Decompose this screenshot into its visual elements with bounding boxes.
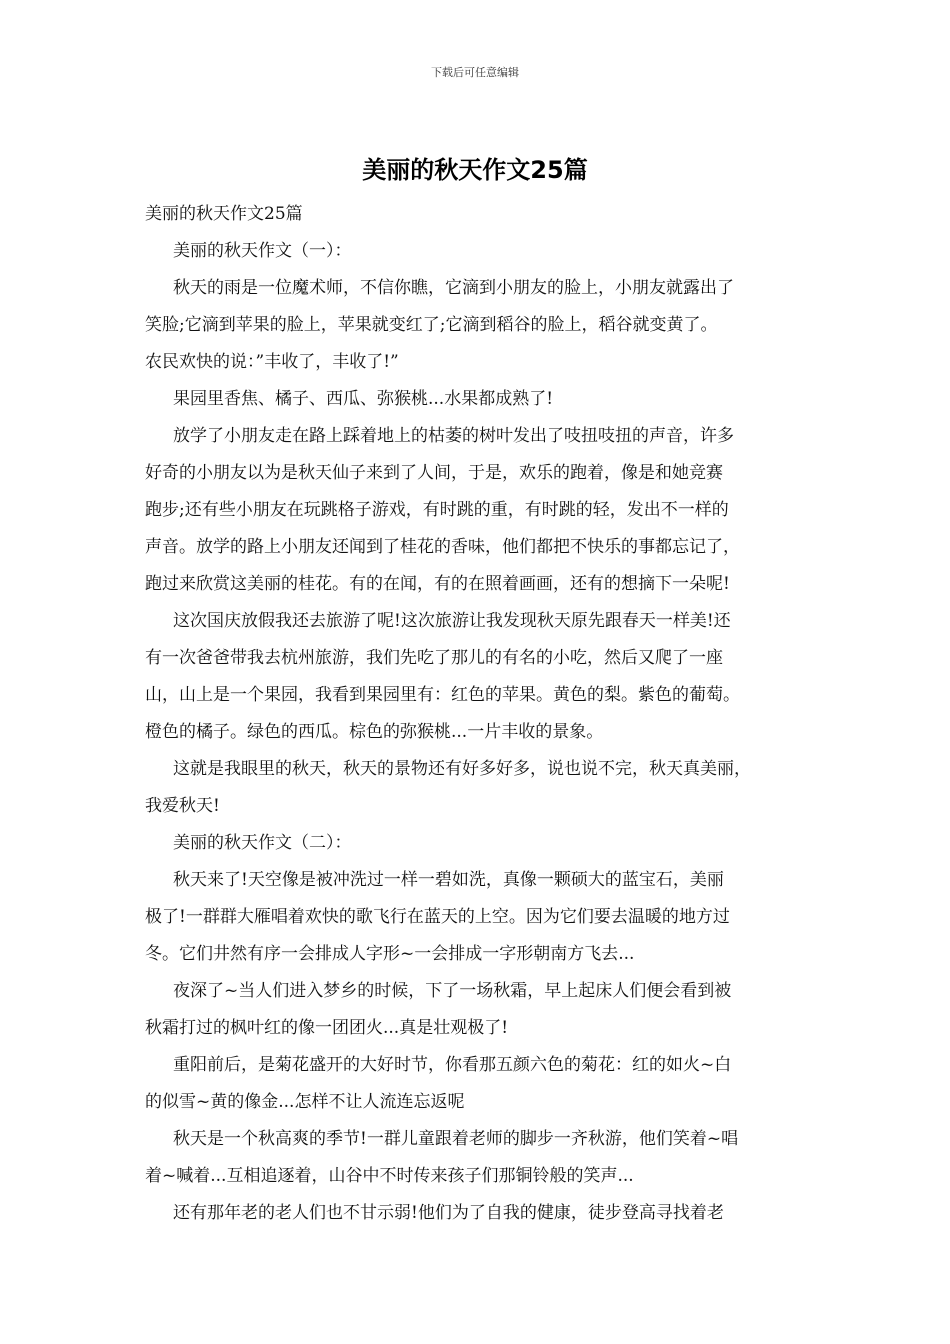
paragraph-line: 秋天来了!天空像是被冲洗过一样一碧如洗，真像一颗硕大的蓝宝石，美丽 [173,870,724,890]
paragraph-line: 声音。放学的路上小朋友还闻到了桂花的香味，他们都把不快乐的事都忘记了， [145,537,740,557]
paragraph-line: 有一次爸爸带我去杭州旅游，我们先吃了那儿的有名的小吃，然后又爬了一座 [145,648,723,668]
document-title: 美丽的秋天作文25篇 [362,156,588,184]
paragraph-line: 秋霜打过的枫叶红的像一团团火...真是壮观极了! [145,1018,509,1038]
section-heading: 美丽的秋天作文（二）： [173,833,352,853]
paragraph-line: 农民欢快的说：”丰收了，丰收了!” [145,352,399,372]
paragraph-line: 重阳前后，是菊花盛开的大好时节，你看那五颜六色的菊花：红的如火~白 [173,1055,732,1075]
section-heading: 美丽的秋天作文（一）： [173,241,352,261]
paragraph-line: 果园里香焦、橘子、西瓜、弥猴桃...水果都成熟了! [173,389,554,409]
paragraph-line: 还有那年老的老人们也不甘示弱!他们为了自我的健康，徒步登高寻找着老 [173,1203,724,1223]
paragraph-line: 这就是我眼里的秋天，秋天的景物还有好多好多，说也说不完，秋天真美丽， [173,759,751,779]
paragraph-line: 美丽的秋天作文25篇 [145,204,303,224]
paragraph-line: 极了!一群群大雁唱着欢快的歌飞行在蓝天的上空。因为它们要去温暖的地方过 [145,907,730,927]
page-header-note: 下载后可任意编辑 [431,66,519,79]
paragraph-line: 冬。它们井然有序一会排成人字形~一会排成一字形朝南方飞去... [145,944,635,964]
paragraph-line: 夜深了~当人们进入梦乡的时候，下了一场秋霜，早上起床人们便会看到被 [173,981,732,1001]
paragraph-line: 我爱秋天! [145,796,220,816]
paragraph-line: 的似雪~黄的像金...怎样不让人流连忘返呢 [145,1092,465,1112]
document-body [145,196,827,1232]
paragraph-line: 笑脸;它滴到苹果的脸上，苹果就变红了;它滴到稻谷的脸上，稻谷就变黄了。 [145,315,718,335]
paragraph-line: 着~喊着...互相追逐着，山谷中不时传来孩子们那铜铃般的笑声... [145,1166,634,1186]
paragraph-line: 好奇的小朋友以为是秋天仙子来到了人间，于是，欢乐的跑着，像是和她竞赛 [145,463,723,483]
paragraph-line: 放学了小朋友走在路上踩着地上的枯萎的树叶发出了吱扭吱扭的声音，许多 [173,426,734,446]
paragraph-line: 这次国庆放假我还去旅游了呢!这次旅游让我发现秋天原先跟春天一样美!还 [173,611,731,631]
paragraph-line: 秋天的雨是一位魔术师，不信你瞧，它滴到小朋友的脸上，小朋友就露出了 [173,278,734,298]
paragraph-line: 秋天是一个秋高爽的季节!一群儿童跟着老师的脚步一齐秋游，他们笑着~唱 [173,1129,739,1149]
paragraph-line: 跑步;还有些小朋友在玩跳格子游戏，有时跳的重，有时跳的轻，发出不一样的 [145,500,729,520]
paragraph-line: 橙色的橘子。绿色的西瓜。棕色的弥猴桃...一片丰收的景象。 [145,722,604,742]
paragraph-line: 跑过来欣赏这美丽的桂花。有的在闻，有的在照着画画，还有的想摘下一朵呢! [145,574,730,594]
paragraph-line: 山，山上是一个果园，我看到果园里有：红色的苹果。黄色的梨。紫色的葡萄。 [145,685,740,705]
